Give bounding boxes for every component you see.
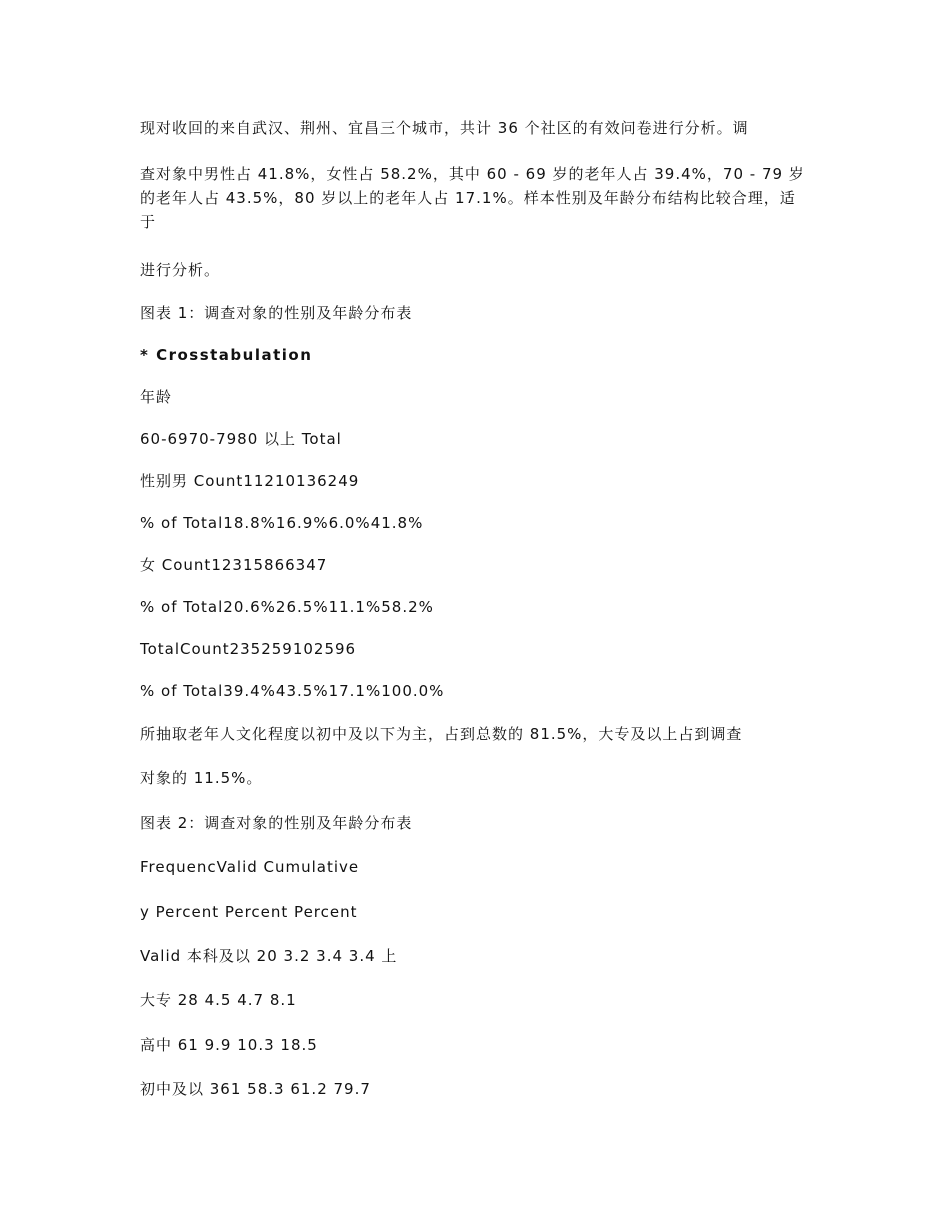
crosstab-age-columns: 60-6970-7980 以上 Total <box>140 430 342 448</box>
paragraph-education-2: 对象的 11.5%。 <box>140 769 263 787</box>
paragraph-line-3: 进行分析。 <box>140 261 221 279</box>
crosstab-title: * Crosstabulation <box>140 346 313 364</box>
frequency-row-highschool: 高中 61 9.9 10.3 18.5 <box>140 1036 318 1054</box>
paragraph-line-2: 查对象中男性占 41.8%，女性占 58.2%，其中 60 - 69 岁的老年人占 39.4%，70 - 79 岁的老年人占 43.5%，80 岁以上的老年人占 17.1%。样本性别及年龄分布结构比较合理，适于 <box>140 165 805 231</box>
paragraph-line-1: 现对收回的来自武汉、荆州、宜昌三个城市，共计 36 个社区的有效问卷进行分析。调 <box>140 119 749 137</box>
paragraph-education-1: 所抽取老年人文化程度以初中及以下为主，占到总数的 81.5%，大专及以上占到调查 <box>140 725 743 743</box>
frequency-header-2: y Percent Percent Percent <box>140 903 358 921</box>
frequency-row-college: 大专 28 4.5 4.7 8.1 <box>140 991 297 1009</box>
figure-caption-2: 图表 2：调查对象的性别及年龄分布表 <box>140 814 413 832</box>
crosstab-row-female-count: 女 Count12315866347 <box>140 556 328 574</box>
frequency-row-bachelor: Valid 本科及以 20 3.2 3.4 3.4 上 <box>140 947 398 965</box>
crosstab-header-age: 年龄 <box>140 388 173 406</box>
crosstab-row-total-count: TotalCount235259102596 <box>140 640 357 658</box>
crosstab-row-total-percent: % of Total39.4%43.5%17.1%100.0% <box>140 682 445 700</box>
crosstab-row-male-count: 性别男 Count11210136249 <box>140 472 360 490</box>
figure-caption-1: 图表 1：调查对象的性别及年龄分布表 <box>140 304 413 322</box>
crosstab-row-male-percent: % of Total18.8%16.9%6.0%41.8% <box>140 514 424 532</box>
frequency-row-middleschool: 初中及以 361 58.3 61.2 79.7 <box>140 1080 371 1098</box>
crosstab-row-female-percent: % of Total20.6%26.5%11.1%58.2% <box>140 598 434 616</box>
frequency-header-1: FrequencValid Cumulative <box>140 858 360 876</box>
document-page <box>140 0 805 1230</box>
